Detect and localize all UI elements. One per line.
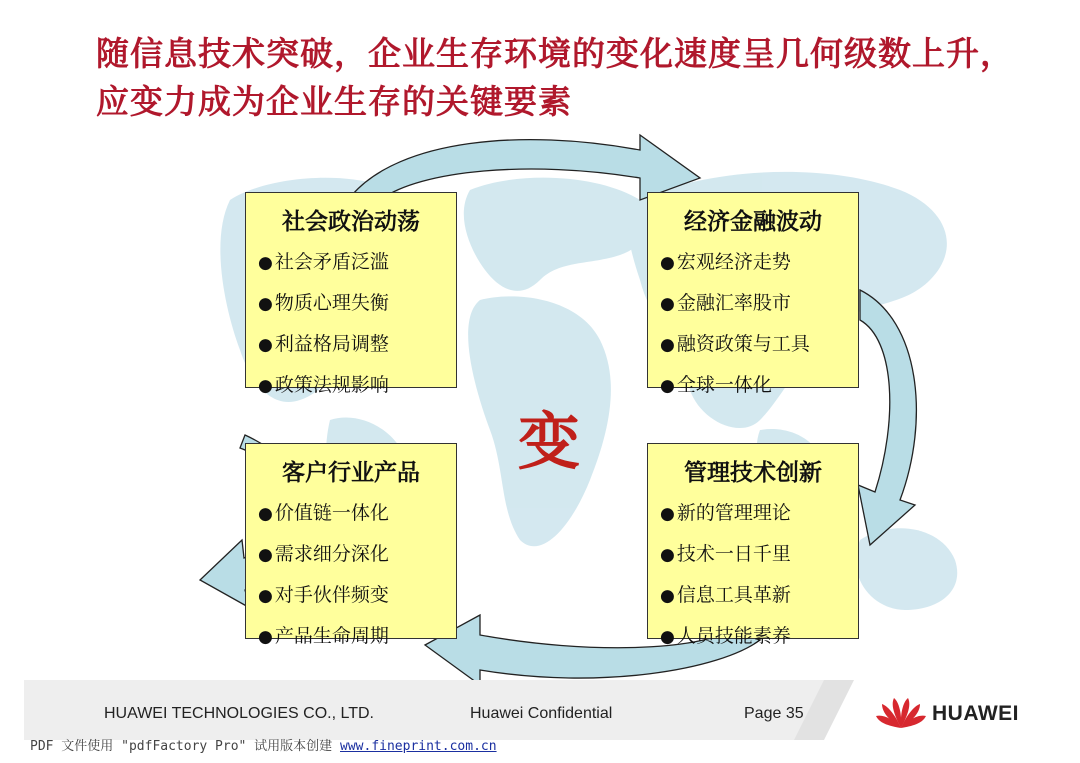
bullet-icon: ● xyxy=(660,253,675,273)
bullet-icon: ● xyxy=(660,376,675,396)
list-item: ● 全球一体化 xyxy=(660,374,772,396)
pdf-note-text: PDF 文件使用 "pdfFactory Pro" 试用版本创建 xyxy=(30,739,341,754)
bullet-list xyxy=(246,493,456,657)
box-title: 客户行业产品 xyxy=(282,460,420,486)
bullet-icon: ● xyxy=(258,627,273,647)
page-title: 随信息技术突破，企业生存环境的变化速度呈几何级数上升，应变力成为企业生存的关键要素 xyxy=(96,34,1014,121)
bullet-icon: ● xyxy=(258,376,273,396)
list-item: ● 物质心理失衡 xyxy=(258,292,389,314)
fineprint-link[interactable]: www.fineprint.com.cn xyxy=(340,739,497,754)
huawei-flower-icon xyxy=(876,696,926,730)
box-social-politics xyxy=(245,192,457,396)
list-item: ● 信息工具革新 xyxy=(660,584,791,606)
center-label: 变 xyxy=(518,405,581,478)
huawei-logo-text: HUAWEI xyxy=(932,702,1019,725)
bullet-icon: ● xyxy=(258,294,273,314)
bullet-icon: ● xyxy=(258,545,273,565)
list-item: ● 技术一日千里 xyxy=(660,543,791,565)
list-item: ● 金融汇率股市 xyxy=(660,292,791,314)
bullet-icon: ● xyxy=(258,335,273,355)
list-item: ● 利益格局调整 xyxy=(258,333,389,355)
box-economy-finance xyxy=(647,192,859,396)
bullet-icon: ● xyxy=(258,586,273,606)
list-item: ● 需求细分深化 xyxy=(258,543,389,565)
bullet-list xyxy=(648,493,858,657)
box-customer-industry xyxy=(245,443,457,647)
bullet-list xyxy=(246,242,456,406)
bullet-icon: ● xyxy=(258,504,273,524)
list-item: ● 融资政策与工具 xyxy=(660,333,810,355)
footer-confidential: Huawei Confidential xyxy=(470,705,613,722)
footer-page-number: Page 35 xyxy=(744,705,804,722)
box-management-tech xyxy=(647,443,859,647)
list-item: ● 政策法规影响 xyxy=(258,374,389,396)
box-title: 社会政治动荡 xyxy=(282,209,420,235)
bullet-icon: ● xyxy=(660,545,675,565)
bullet-icon: ● xyxy=(660,504,675,524)
list-item: ● 新的管理理论 xyxy=(660,502,791,524)
bullet-icon: ● xyxy=(660,627,675,647)
bullet-icon: ● xyxy=(660,335,675,355)
list-item: ● 对手伙伴频变 xyxy=(258,584,389,606)
box-title: 管理技术创新 xyxy=(684,460,822,486)
bullet-list xyxy=(648,242,858,406)
bullet-icon: ● xyxy=(660,586,675,606)
list-item: ● 社会矛盾泛滥 xyxy=(258,251,389,273)
list-item: ● 宏观经济走势 xyxy=(660,251,791,273)
footer-company: HUAWEI TECHNOLOGIES CO., LTD. xyxy=(104,705,374,722)
list-item: ● 价值链一体化 xyxy=(258,502,389,524)
list-item: ● 产品生命周期 xyxy=(258,625,389,647)
pdf-creator-note xyxy=(30,735,497,754)
box-title: 经济金融波动 xyxy=(684,209,822,235)
bullet-icon: ● xyxy=(660,294,675,314)
bullet-icon: ● xyxy=(258,253,273,273)
list-item: ● 人员技能素养 xyxy=(660,625,791,647)
right-arrow xyxy=(858,290,916,545)
